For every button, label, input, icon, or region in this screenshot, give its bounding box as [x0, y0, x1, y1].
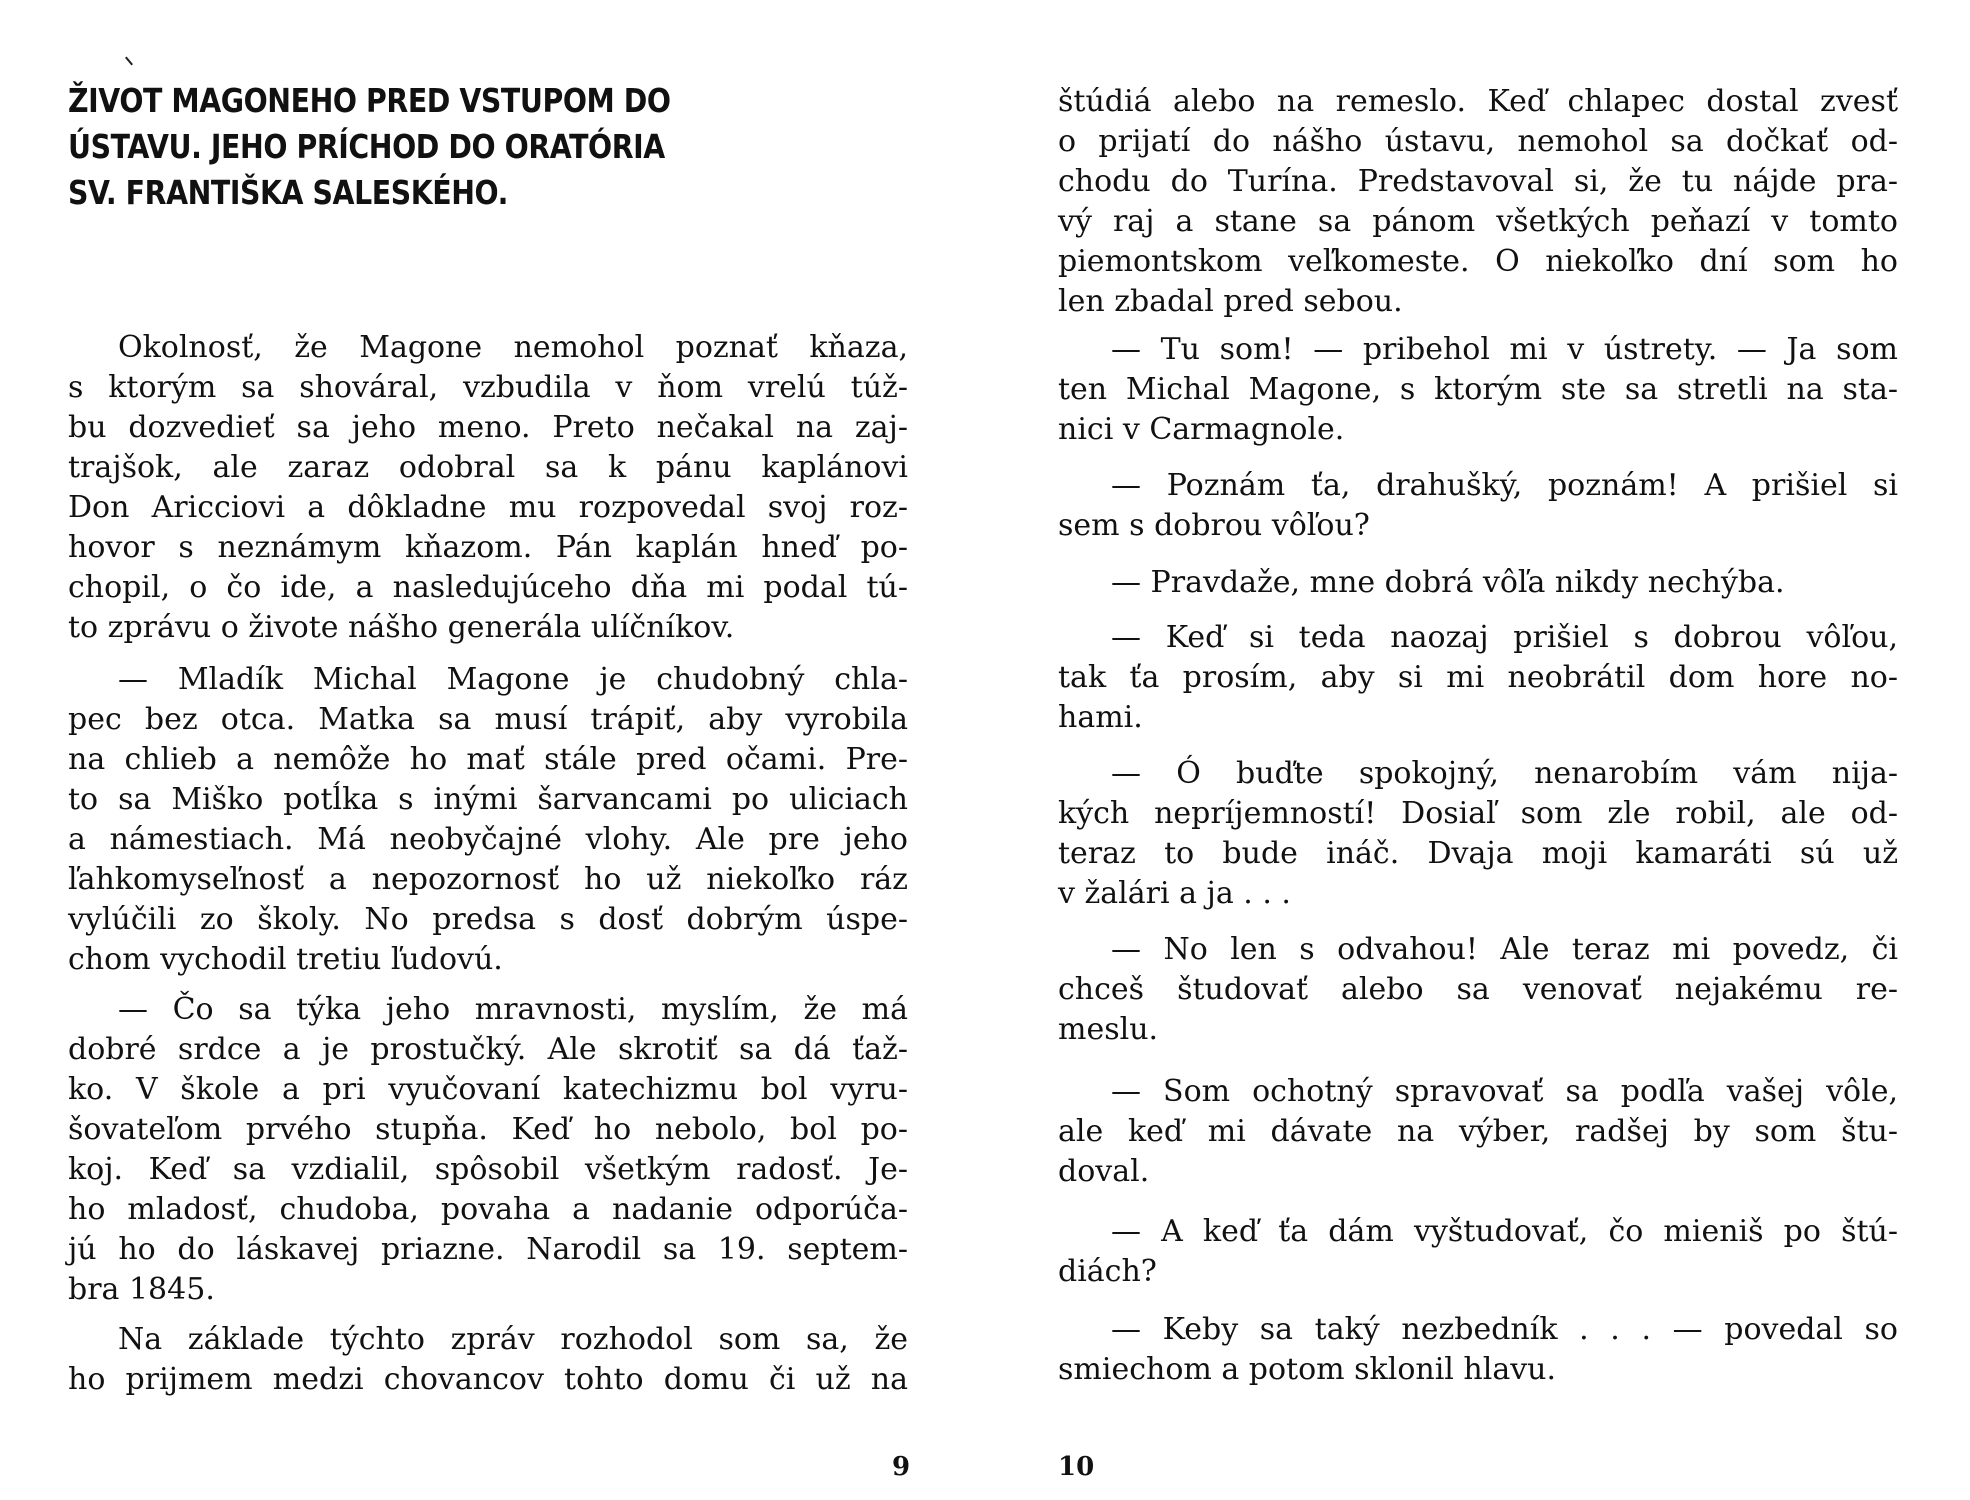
page-number: 9: [892, 1452, 911, 1482]
text-line: len zbadal pred sebou.: [1058, 284, 1403, 319]
text-line: s ktorým sa shováral, vzbudila v ňom vrelú túž-: [68, 370, 908, 405]
text-line: diách?: [1058, 1254, 1157, 1289]
text-line: — No len s odvahou! Ale teraz mi povedz, či: [1111, 932, 1898, 967]
stray-mark: [125, 57, 133, 66]
text-line: dobré srdce a je prostučký. Ale skrotiť sa dá ťaž-: [68, 1032, 908, 1067]
title-line: ÚSTAVU. JEHO PRÍCHOD DO ORATÓRIA: [68, 127, 665, 166]
text-line: ľahkomyseľnosť a nepozornosť ho už niekoľko ráz: [68, 862, 908, 897]
title-line: SV. FRANTIŠKA SALESKÉHO.: [68, 173, 508, 212]
text-line: — Poznám ťa, drahušký, poznám! A prišiel si: [1111, 468, 1898, 503]
text-line: ko. V škole a pri vyučovaní katechizmu bol vyru-: [68, 1072, 908, 1107]
text-line: trajšok, ale zaraz odobral sa k pánu kaplánovi: [68, 450, 908, 485]
chapter-title: [68, 78, 799, 216]
text-line: bu dozvedieť sa jeho meno. Preto nečakal na zaj-: [68, 410, 908, 445]
text-line: hami.: [1058, 700, 1143, 735]
text-line: štúdiá alebo na remeslo. Keď chlapec dostal zvesť: [1058, 84, 1898, 119]
text-line: chodu do Turína. Predstavoval si, že tu nájde pra-: [1058, 164, 1898, 199]
text-line: — Pravdaže, mne dobrá vôľa nikdy nechýba.: [1111, 565, 1785, 600]
text-line: — Tu som! — pribehol mi v ústrety. — Ja som: [1111, 332, 1898, 367]
text-line: meslu.: [1058, 1012, 1159, 1047]
text-line: ale keď mi dávate na výber, radšej by som štu-: [1058, 1114, 1898, 1149]
text-line: — Ó buďte spokojný, nenarobím vám nija-: [1111, 756, 1898, 791]
text-line: teraz to bude ináč. Dvaja moji kamaráti sú už: [1058, 836, 1898, 871]
text-line: chom vychodil tretiu ľudovú.: [68, 942, 503, 977]
text-line: vylúčili zo školy. No predsa s dosť dobrým úspe-: [68, 902, 908, 937]
text-line: sem s dobrou vôľou?: [1058, 508, 1370, 543]
text-line: vý raj a stane sa pánom všetkých peňazí v tomto: [1058, 204, 1898, 239]
text-line: to zprávu o živote nášho generála ulíčníkov.: [68, 610, 735, 645]
text-line: kých nepríjemností! Dosiaľ som zle robil, ale od-: [1058, 796, 1898, 831]
text-line: — Čo sa týka jeho mravnosti, myslím, že má: [118, 992, 908, 1027]
text-line: chceš študovať alebo sa venovať nejakému re-: [1058, 972, 1898, 1007]
text-line: a námestiach. Má neobyčajné vlohy. Ale pre jeho: [68, 822, 908, 857]
text-line: koj. Keď sa vzdialil, spôsobil všetkým radosť. Je-: [68, 1152, 908, 1187]
text-line: smiechom a potom sklonil hlavu.: [1058, 1352, 1557, 1387]
text-line: to sa Miško potĺka s inými šarvancami po uliciach: [68, 782, 908, 817]
text-line: hovor s neznámym kňazom. Pán kaplán hneď po-: [68, 530, 908, 565]
text-line: Don Aricciovi a dôkladne mu rozpovedal svoj roz-: [68, 490, 908, 525]
text-line: ho mladosť, chudoba, povaha a nadanie odporúča-: [68, 1192, 908, 1227]
right-page: [985, 0, 1970, 1500]
page-number: 10: [1058, 1452, 1095, 1482]
text-line: šovateľom prvého stupňa. Keď ho nebolo, bol po-: [68, 1112, 908, 1147]
title-line: ŽIVOT MAGONEHO PRED VSTUPOM DO: [68, 81, 671, 120]
text-line: ho prijmem medzi chovancov tohto domu či už na: [68, 1362, 908, 1397]
text-line: — A keď ťa dám vyštudovať, čo mieniš po štú-: [1111, 1214, 1898, 1249]
text-line: doval.: [1058, 1154, 1150, 1189]
text-line: bra 1845.: [68, 1272, 215, 1307]
text-line: ten Michal Magone, s ktorým ste sa stretli na sta-: [1058, 372, 1898, 407]
text-line: Okolnosť, že Magone nemohol poznať kňaza,: [118, 330, 908, 365]
text-line: — Keby sa taký nezbedník . . . — povedal so: [1111, 1312, 1898, 1347]
text-line: jú ho do láskavej priazne. Narodil sa 19. septem-: [68, 1232, 908, 1267]
text-line: nici v Carmagnole.: [1058, 412, 1345, 447]
text-line: o prijatí do nášho ústavu, nemohol sa dočkať od-: [1058, 124, 1898, 159]
text-line: — Som ochotný spravovať sa podľa vašej vôle,: [1111, 1074, 1898, 1109]
text-line: piemontskom veľkomeste. O niekoľko dní som ho: [1058, 244, 1898, 279]
text-line: v žalári a ja . . .: [1058, 876, 1291, 911]
text-line: Na základe týchto zpráv rozhodol som sa, že: [118, 1322, 908, 1357]
text-line: — Mladík Michal Magone je chudobný chla-: [118, 662, 908, 697]
text-line: na chlieb a nemôže ho mať stále pred očami. Pre-: [68, 742, 908, 777]
text-line: chopil, o čo ide, a nasledujúceho dňa mi podal tú-: [68, 570, 908, 605]
text-line: tak ťa prosím, aby si mi neobrátil dom hore no-: [1058, 660, 1898, 695]
text-line: — Keď si teda naozaj prišiel s dobrou vôľou,: [1111, 620, 1898, 655]
text-line: pec bez otca. Matka sa musí trápiť, aby vyrobila: [68, 702, 908, 737]
